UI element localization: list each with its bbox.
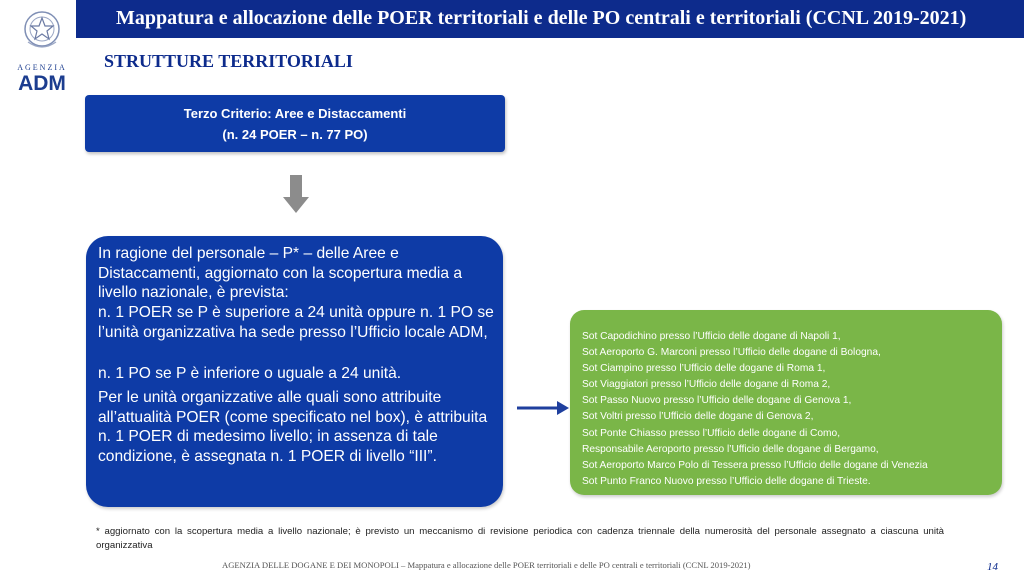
down-arrow-icon — [283, 175, 309, 213]
italian-republic-emblem-icon — [22, 8, 62, 52]
rule-intro: In ragione del personale – P* – delle Aree e Distaccamenti, aggiornato con la scopertura media a livello nazionale, è prevista: — [98, 245, 463, 301]
sot-list-item: Sot Ciampino presso l’Ufficio delle dogane di Roma 1, — [582, 363, 826, 375]
criterion-box — [85, 95, 505, 152]
page-number: 14 — [987, 561, 998, 573]
logo-adm-text: ADM — [18, 72, 66, 95]
sot-list-item: Sot Viaggiatori presso l’Ufficio delle dogane di Roma 2, — [582, 379, 831, 391]
slide-title: Mappatura e allocazione delle POER territoriali e delle PO centrali e territoriali (CCNL 2019-2021) — [116, 7, 967, 29]
rule-existing-poer: Per le unità organizzative alle quali sono attribuite all’attualità POER (come specificato nel box), è attribuita n. 1 POER di medesimo livello; in assenza di tale condizione, è assegnata n. 1 POER di livello “III”. — [98, 389, 488, 465]
criterion-counts: (n. 24 POER – n. 77 PO) — [222, 127, 368, 142]
rule-po-condition: n. 1 PO se P è inferiore o uguale a 24 unità. — [98, 365, 402, 382]
footnote: * aggiornato con la scopertura media a livello nazionale; è previsto un meccanismo di revisione periodica con cadenza triennale della numerosità del personale assegnato a ciascuna unità organizzativa — [96, 526, 944, 551]
footer-text: AGENZIA DELLE DOGANE E DEI MONOPOLI – Mappatura e allocazione delle POER territoriali e delle PO centrali e territoriali (CCNL 2019-2021) — [222, 560, 751, 570]
criterion-title: Terzo Criterio: Aree e Distaccamenti — [183, 106, 407, 121]
section-subtitle: STRUTTURE TERRITORIALI — [104, 51, 353, 71]
logo-agenzia-text: AGENZIA — [17, 63, 67, 72]
title-bar — [76, 0, 1024, 38]
sot-list-item: Sot Passo Nuovo presso l’Ufficio delle dogane di Genova 1, — [582, 395, 852, 407]
sot-list-item: Sot Voltri presso l’Ufficio delle dogane di Genova 2, — [582, 411, 814, 423]
rule-poer-condition: n. 1 POER se P è superiore a 24 unità oppure n. 1 PO se l’unità organizzativa ha sede presso l’Ufficio locale ADM, — [98, 304, 494, 341]
right-arrow-icon — [517, 400, 569, 416]
sot-list-item: Sot Aeroporto Marco Polo di Tessera presso l’Ufficio delle dogane di Venezia — [582, 459, 928, 471]
sot-list-item: Sot Punto Franco Nuovo presso l’Ufficio delle dogane di Trieste. — [582, 475, 871, 487]
adm-logo — [14, 8, 70, 94]
sot-list-item: Responsabile Aeroporto presso l’Ufficio delle dogane di Bergamo, — [582, 443, 879, 455]
allocation-rule-box — [86, 236, 503, 507]
sot-list-item: Sot Ponte Chiasso presso l’Ufficio delle dogane di Como, — [582, 427, 841, 439]
sot-list-box — [570, 310, 1002, 495]
sot-list-item: Sot Aeroporto G. Marconi presso l’Ufficio delle dogane di Bologna, — [582, 347, 881, 359]
sot-list-item: Sot Capodichino presso l’Ufficio delle dogane di Napoli 1, — [582, 331, 841, 342]
sot-list — [582, 329, 928, 490]
